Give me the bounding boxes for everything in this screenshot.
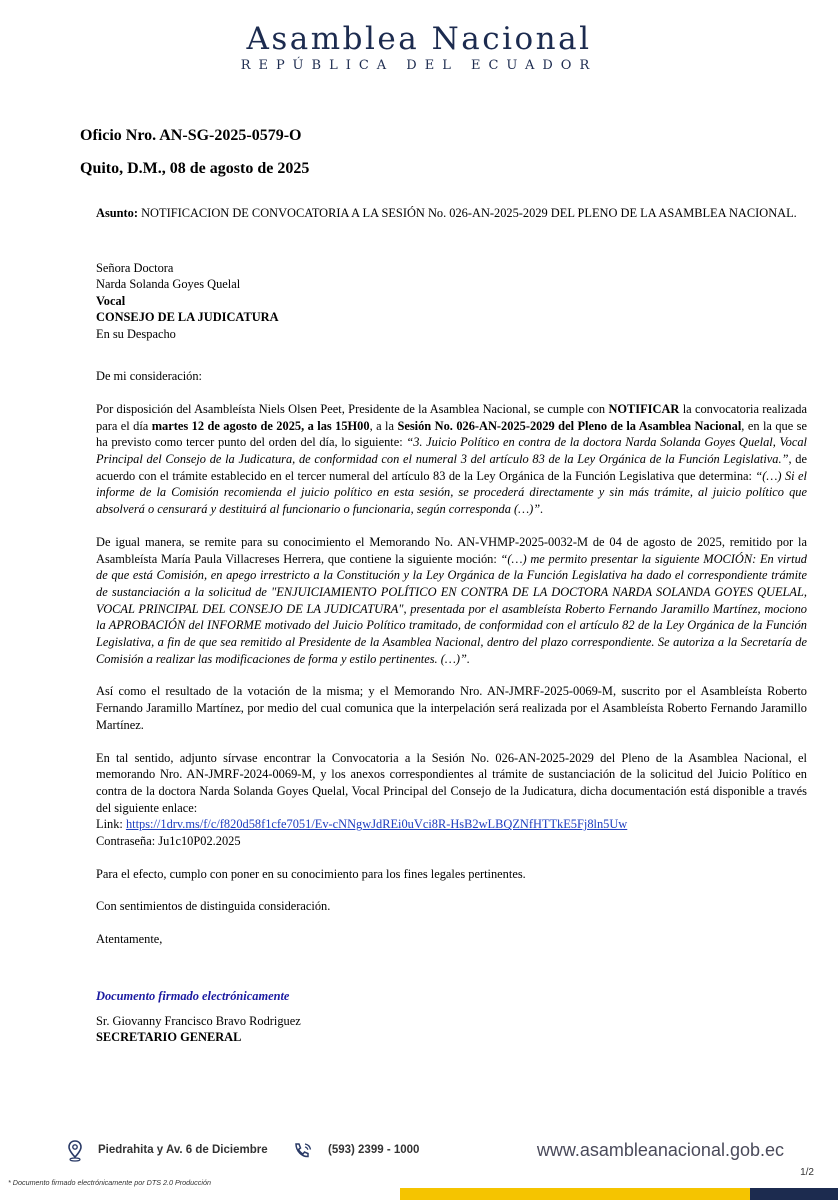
- recipient-place: En su Despacho: [96, 326, 176, 341]
- oficio-number: Oficio Nro. AN-SG-2025-0579-O: [80, 127, 302, 144]
- p1-text: la convocatoria realizada para el día: [96, 401, 807, 433]
- p1-quote: “(…) Si el informe de la Comisión recomienda el juicio político en esta sesión, se procederá directamente y sin más trámite, al juicio político que absolverá o censurará y destituirá al funcionario o funcionaria, según corresponda (…)”.: [96, 468, 807, 517]
- signer-name: Sr. Giovanny Francisco Bravo Rodriguez: [96, 1013, 301, 1028]
- electronic-signature-note: Documento firmado electrónicamente: [96, 988, 290, 1003]
- footer-bar-navy: [750, 1188, 838, 1200]
- atentamente: Atentamente,: [96, 932, 163, 947]
- recipient-institution: CONSEJO DE LA JUDICATURA: [96, 310, 279, 325]
- signer-title: SECRETARIO GENERAL: [96, 1030, 242, 1045]
- phone-icon: [292, 1141, 314, 1166]
- footer-address: Piedrahita y Av. 6 de Diciembre: [98, 1144, 268, 1156]
- location-pin-icon: [68, 1140, 82, 1167]
- onedrive-link[interactable]: https://1drv.ms/f/c/f820d58f1cfe7051/Ev-cNNgwJdREi0uVci8R-HsB2wLBQZNfHTTkE5Fj8ln5Uw: [125, 817, 628, 832]
- p2-quote: “(…) me permito presentar la siguiente MOCIÓN: En virtud de que está Comisión, en apego irrestricto a la Constitución y la Ley Orgánica de la Función Legislativa ha dado el correspondiente trámite de sustanciación a la solicitud de "ENJUICIAMIENTO POLÍTICO EN CONTRA DE LA DOCTORA NARDA SOLANDA GOYES QUELAL, VOCAL PRINCIPAL DEL CONSEJO DE LA JUDICATURA", presentada por el asambleísta Roberto Fernando Jaramillo Martínez, mociono la APROBACIÓN del INFORME motivado del Juicio Político tramitado, de conformidad con el artículo 82 de la Ley Orgánica de la Función Legislativa, a fin de que sea remitido al Presidente de la Asamblea Nacional, dentro del plazo correspondiente. Se autoriza a la Secretaría de Comisión a realizar las modificaciones de forma y estilo pertinentes. (…)”.: [96, 551, 808, 666]
- recipient-block: [96, 260, 807, 343]
- recipient-name: Narda Solanda Goyes Quelal: [96, 277, 241, 292]
- recipient-role: Vocal: [96, 293, 126, 308]
- password-line: Contraseña: Ju1c10P02.2025: [96, 834, 241, 849]
- footer-bar-yellow: [400, 1188, 750, 1200]
- paragraph-2: [96, 534, 807, 668]
- subject: [96, 205, 807, 222]
- link-line: [96, 816, 807, 833]
- p1-text: , a la: [369, 418, 398, 433]
- p1-bold: NOTIFICAR: [608, 401, 680, 416]
- footer-website[interactable]: www.asambleanacional.gob.ec: [536, 1140, 784, 1160]
- footer: [0, 1138, 838, 1174]
- link-label: Link:: [96, 817, 126, 832]
- subject-label: Asunto:: [96, 206, 138, 220]
- paragraph-5: Para el efecto, cumplo con poner en su conocimiento para los fines legales pertinentes.: [96, 866, 526, 881]
- footer-phone: (593) 2399 - 1000: [328, 1144, 420, 1156]
- p1-bold: Sesión No. 026-AN-2025-2029 del Pleno de la Asamblea Nacional: [397, 418, 742, 433]
- p1-text: , en la que se ha previsto como tercer punto del orden del día, lo siguiente:: [96, 418, 807, 450]
- paragraph-3: Así como el resultado de la votación de la misma; y el Memorando Nro. AN-JMRF-2025-0069-M, suscrito por el Asambleísta Roberto Fernando Jaramillo Martínez, por medio del cual comunica que la interpelación será realizada por el Asambleísta Roberto Fernando Jaramillo Martínez.: [96, 684, 807, 732]
- closing: Con sentimientos de distinguida consideración.: [96, 899, 331, 914]
- recipient-salutation: Señora Doctora: [96, 260, 174, 275]
- footer-note: * Documento firmado electrónicamente por DTS 2.0 Producción: [8, 1178, 211, 1187]
- document-date: Quito, D.M., 08 de agosto de 2025: [80, 160, 310, 177]
- p2-text: De igual manera, se remite para su conocimiento el Memorando No. AN-VHMP-2025-0032-M de 04 de agosto de 2025, remitido por la Asambleísta María Paula Villacreses Herrera, que contiene la siguiente moción:: [96, 534, 807, 566]
- greeting: De mi consideración:: [96, 369, 202, 384]
- paragraph-4: En tal sentido, adjunto sírvase encontrar la Convocatoria a la Sesión No. 026-AN-2025-2029 del Pleno de la Asamblea Nacional, el memorando Nro. AN-JMRF-2024-0069-M, y los anexos correspondientes al trámite de sustanciación de la solicitud del Juicio Político en contra de la doctora Narda Solanda Goyes Quelal, Vocal Principal del Consejo de la Judicatura, dicha documentación está disponible a través del siguiente enlace:: [96, 750, 807, 815]
- page-number: 1/2: [800, 1167, 814, 1178]
- p1-text: Por disposición del Asambleísta Niels Olsen Peet, Presidente de la Asamblea Nacional, se cumple con: [96, 401, 609, 416]
- p1-quote: “3. Juicio Político en contra de la doctora Narda Solanda Goyes Quelal, Vocal Principal del Consejo de la Judicatura, de conformidad con el numeral 3 del artículo 83 de la Ley Orgánica de la Función Legislativa.”: [96, 435, 807, 467]
- p1-bold: martes 12 de agosto de 2025, a las 15H00: [151, 418, 370, 433]
- subject-text: NOTIFICACION DE CONVOCATORIA A LA SESIÓN No. 026-AN-2025-2029 DEL PLENO DE LA ASAMBLEA NACIONAL.: [141, 206, 797, 220]
- country-name: REPÚBLICA DEL ECUADOR: [240, 58, 598, 73]
- letter-body: [96, 205, 807, 1046]
- letterhead: [0, 22, 838, 73]
- paragraph-1: [96, 401, 807, 518]
- p1-text: , de acuerdo con el trámite establecido en el tercer numeral del artículo 83 de la Ley Orgánica de la Función Legislativa que determina:: [96, 452, 807, 483]
- org-name: Asamblea Nacional: [246, 21, 592, 57]
